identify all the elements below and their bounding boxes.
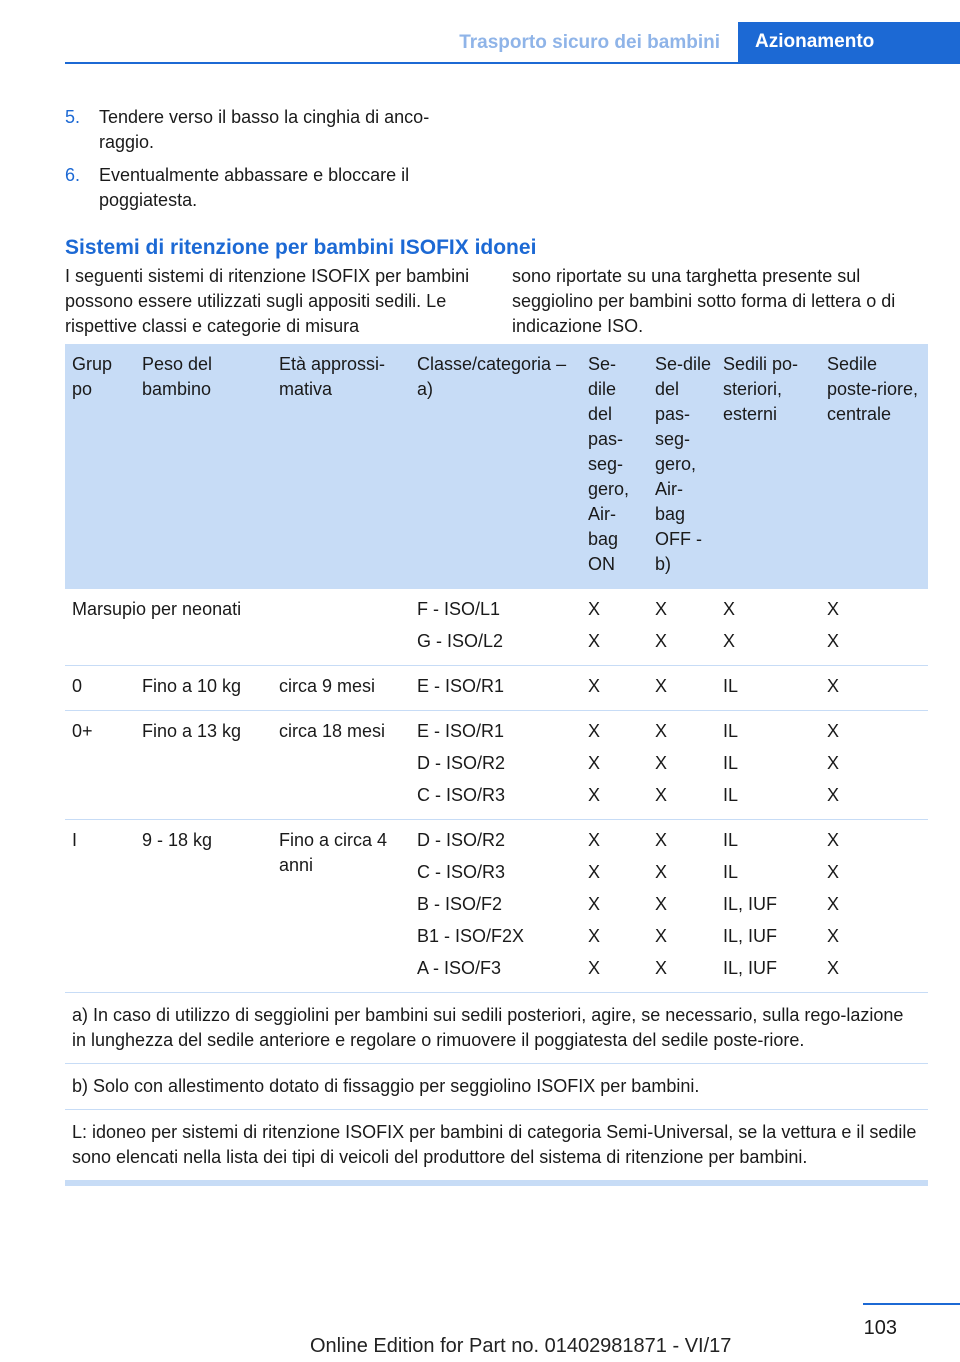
- footer-rule: [863, 1303, 960, 1305]
- age-text: circa 9 mesi: [279, 676, 376, 696]
- rear-outer-value: IL: [723, 785, 739, 805]
- rear-center-value: X: [827, 958, 840, 978]
- table-row: [65, 589, 928, 666]
- airbag-on-value: X: [588, 599, 601, 619]
- weight-text: Fino a 13 kg: [142, 721, 242, 741]
- cell-group: [65, 711, 135, 820]
- edition-text: Online Edition for Part no. 01402981871 - VI/17: [310, 1335, 732, 1357]
- rear-outer-value: IL: [723, 862, 739, 882]
- table-row: [65, 666, 928, 711]
- step-number: 5.: [65, 107, 81, 127]
- group-text: 0: [72, 676, 83, 696]
- airbag-off-value: X: [655, 631, 668, 651]
- header-rear-outer: Sedili po-steriori, esterni: [716, 344, 820, 589]
- cell-airbag-on: [581, 820, 648, 993]
- header-age: Età approssi-mativa: [272, 344, 410, 589]
- header-class: Classe/categoria – a): [410, 344, 581, 589]
- class-value: E - ISO/R1: [417, 721, 505, 741]
- cell-rear-center: [820, 711, 928, 820]
- rear-center-value: X: [827, 599, 840, 619]
- class-value: E - ISO/R1: [417, 676, 505, 696]
- rear-outer-value: IL: [723, 830, 739, 850]
- class-value: B - ISO/F2: [417, 894, 503, 914]
- note-a: a) In caso di utilizzo di seggiolini per bambini sui sedili posteriori, agire, se necessario, sulla rego-lazione in lunghezza del sedile anteriore e regolare o rimuovere il poggiatesta del sedile poste-riore.: [65, 993, 928, 1064]
- table-note-row: [65, 1064, 928, 1110]
- cell-age: [272, 820, 410, 993]
- airbag-off-value: X: [655, 599, 668, 619]
- airbag-on-value: X: [588, 753, 601, 773]
- cell-weight: [135, 666, 272, 711]
- step-item: [65, 163, 465, 213]
- cell-airbag-on: [581, 711, 648, 820]
- cell-age: [272, 666, 410, 711]
- airbag-off-value: X: [655, 862, 668, 882]
- table-header-row: [65, 344, 928, 589]
- airbag-on-value: X: [588, 894, 601, 914]
- header-section-title[interactable]: Trasporto sicuro dei bambini: [459, 32, 720, 53]
- airbag-on-value: X: [588, 676, 601, 696]
- cell-rear-outer: [716, 820, 820, 993]
- rear-outer-value: IL, IUF: [723, 926, 778, 946]
- table-row: [65, 711, 928, 820]
- rear-center-value: X: [827, 631, 840, 651]
- table-note-row: [65, 1110, 928, 1184]
- cell-weight: [135, 711, 272, 820]
- airbag-off-value: X: [655, 830, 668, 850]
- section-title: Sistemi di ritenzione per bambini ISOFIX idonei: [65, 236, 537, 259]
- airbag-on-value: X: [588, 631, 601, 651]
- airbag-on-value: X: [588, 830, 601, 850]
- table-row: [65, 820, 928, 993]
- rear-center-value: X: [827, 830, 840, 850]
- rear-outer-value: IL: [723, 753, 739, 773]
- header-weight: Peso del bambino: [135, 344, 272, 589]
- class-value: A - ISO/F3: [417, 958, 502, 978]
- rear-outer-value: IL: [723, 676, 739, 696]
- header-chapter-tab[interactable]: Azionamento: [738, 22, 960, 62]
- step-text: Eventualmente abbassare e bloccare il poggiatesta.: [99, 165, 410, 210]
- age-text: Fino a circa 4 anni: [279, 830, 388, 875]
- cell-rear-center: [820, 666, 928, 711]
- rear-center-value: X: [827, 785, 840, 805]
- airbag-off-value: X: [655, 721, 668, 741]
- intro-text-left: I seguenti sistemi di ritenzione ISOFIX per bambini possono essere utilizzati sugli appositi sedili. Le rispettive classi e categorie di misura: [65, 266, 470, 336]
- airbag-on-value: X: [588, 958, 601, 978]
- rear-outer-value: IL: [723, 721, 739, 741]
- cell-rear-outer: [716, 666, 820, 711]
- class-value: C - ISO/R3: [417, 785, 506, 805]
- cell-age: [272, 711, 410, 820]
- cell-class: [410, 666, 581, 711]
- airbag-off-value: X: [655, 676, 668, 696]
- cell-airbag-on: [581, 666, 648, 711]
- airbag-off-value: X: [655, 753, 668, 773]
- isofix-table: [65, 344, 928, 1186]
- airbag-on-value: X: [588, 926, 601, 946]
- cell-class: [410, 589, 581, 666]
- class-value: B1 - ISO/F2X: [417, 926, 525, 946]
- rear-outer-value: IL, IUF: [723, 958, 778, 978]
- rear-center-value: X: [827, 753, 840, 773]
- header-group: Grup po: [65, 344, 135, 589]
- rear-outer-value: X: [723, 631, 736, 651]
- airbag-off-value: X: [655, 785, 668, 805]
- table-note-row: [65, 993, 928, 1064]
- airbag-off-value: X: [655, 926, 668, 946]
- intro-text-right: sono riportate su una targhetta presente sul seggiolino per bambini sotto forma di lettera o di indicazione ISO.: [512, 266, 896, 336]
- cell-airbag-off: [648, 666, 716, 711]
- cell-class: [410, 711, 581, 820]
- note-b: b) Solo con allestimento dotato di fissaggio per seggiolino ISOFIX per bambini.: [65, 1064, 928, 1110]
- class-value: D - ISO/R2: [417, 830, 506, 850]
- step-list: [65, 105, 465, 221]
- cell-group: [65, 820, 135, 993]
- rear-center-value: X: [827, 721, 840, 741]
- weight-text: 9 - 18 kg: [142, 830, 213, 850]
- page-header: [65, 22, 960, 64]
- step-text: Tendere verso il basso la cinghia di anco-raggio.: [99, 107, 430, 152]
- airbag-on-value: X: [588, 862, 601, 882]
- age-text: circa 18 mesi: [279, 721, 386, 741]
- rear-center-value: X: [827, 926, 840, 946]
- cell-weight: [135, 820, 272, 993]
- rear-outer-value: IL, IUF: [723, 894, 778, 914]
- cell-group: [65, 589, 410, 666]
- cell-class: [410, 820, 581, 993]
- group-text: Marsupio per neonati: [72, 599, 242, 619]
- rear-center-value: X: [827, 894, 840, 914]
- header-airbag-off: Se-dile del pas-seg-gero, Air-bag OFF - b): [648, 344, 716, 589]
- step-item: [65, 105, 465, 155]
- class-value: C - ISO/R3: [417, 862, 506, 882]
- class-value: F - ISO/L1: [417, 599, 501, 619]
- note-l: L: idoneo per sistemi di ritenzione ISOFIX per bambini di categoria Semi-Universal, se la vettura e il sedile sono elencati nella lista dei tipi di veicoli del produttore del sistema di ritenzione per bambini.: [65, 1110, 928, 1184]
- step-number: 6.: [65, 165, 81, 185]
- cell-group: [65, 666, 135, 711]
- cell-airbag-on: [581, 589, 648, 666]
- cell-rear-center: [820, 820, 928, 993]
- airbag-off-value: X: [655, 894, 668, 914]
- cell-rear-outer: [716, 711, 820, 820]
- airbag-on-value: X: [588, 785, 601, 805]
- rear-center-value: X: [827, 862, 840, 882]
- group-text: I: [72, 830, 78, 850]
- header-rear-center: Sedile poste-riore, centrale: [820, 344, 928, 589]
- weight-text: Fino a 10 kg: [142, 676, 242, 696]
- airbag-on-value: X: [588, 721, 601, 741]
- class-value: D - ISO/R2: [417, 753, 506, 773]
- rear-center-value: X: [827, 676, 840, 696]
- class-value: G - ISO/L2: [417, 631, 504, 651]
- cell-airbag-off: [648, 820, 716, 993]
- cell-airbag-off: [648, 711, 716, 820]
- airbag-off-value: X: [655, 958, 668, 978]
- page-number: 103: [863, 1317, 897, 1339]
- cell-rear-center: [820, 589, 928, 666]
- header-airbag-on: Se-dile del pas-seg-gero, Air-bag ON: [581, 344, 648, 589]
- rear-outer-value: X: [723, 599, 736, 619]
- cell-rear-outer: [716, 589, 820, 666]
- cell-airbag-off: [648, 589, 716, 666]
- group-text: 0+: [72, 721, 93, 741]
